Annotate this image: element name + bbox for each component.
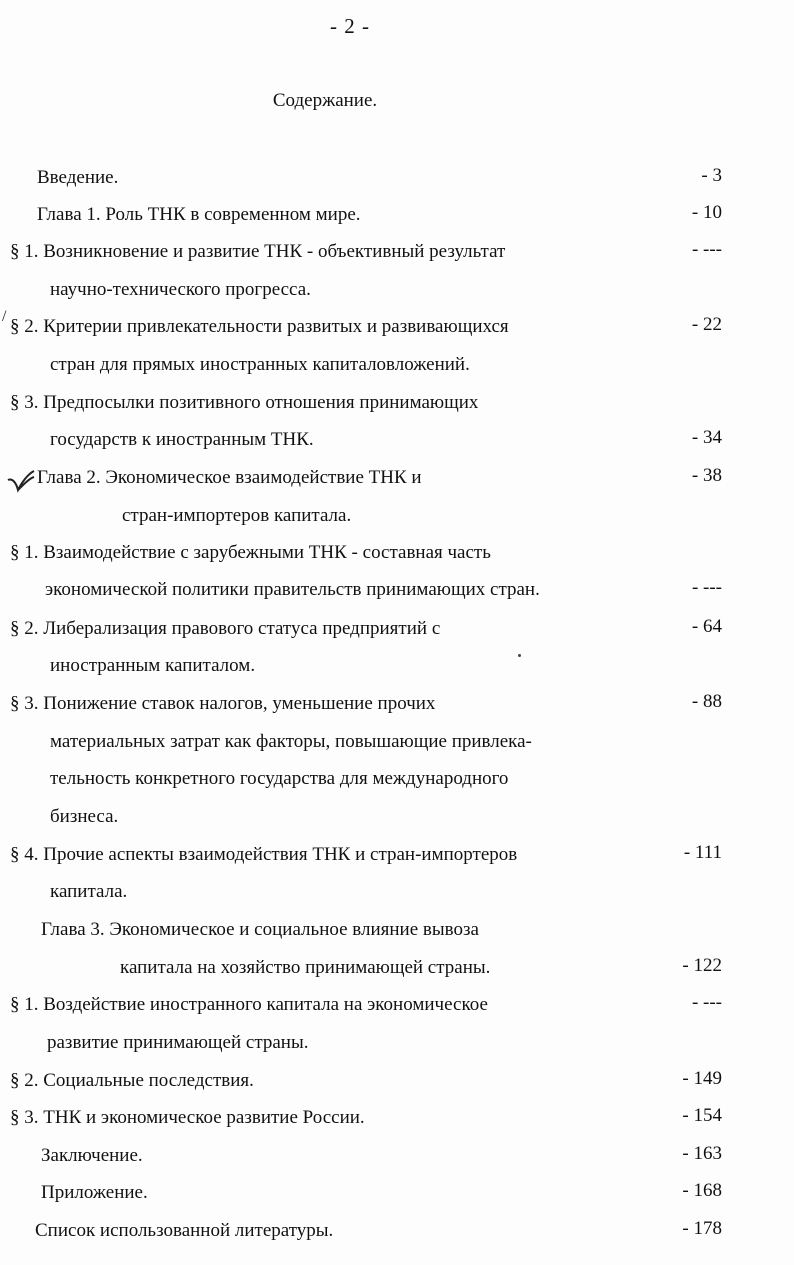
toc-page-bibliography: - 178 (682, 1218, 722, 1239)
toc-page-ch1-s3: - 34 (691, 427, 722, 448)
toc-entry-ch2-s1: § 1. Взаимодействие с зарубежными ТНК - составная часть (10, 542, 491, 563)
toc-entry-ch3-s1-cont: развитие принимающей страны. (47, 1032, 309, 1053)
toc-entry-chapter-3: Глава 3. Экономическое и социальное влияние вывоза (41, 919, 479, 940)
toc-entry-ch1-s3: § 3. Предпосылки позитивного отношения принимающих (10, 392, 479, 413)
toc-entry-ch2-s3-cont-1: материальных затрат как факторы, повышающие привлека- (50, 731, 532, 752)
page-number: - 2 - (330, 14, 370, 38)
toc-entry-bibliography: Список использованной литературы. (35, 1220, 334, 1241)
page-title: Содержание. (272, 90, 378, 111)
toc-entry-ch2-s1-cont: экономической политики правительств принимающих стран. (45, 579, 540, 600)
toc-entry-ch1-s1: § 1. Возникновение и развитие ТНК - объективный результат (10, 241, 506, 262)
toc-page-conclusion: - 163 (682, 1143, 722, 1164)
toc-entry-ch3-s2: § 2. Социальные последствия. (10, 1070, 254, 1091)
toc-page-ch1-s1: - --- (691, 239, 722, 260)
toc-entry-chapter-2-cont: стран-импортеров капитала. (122, 505, 352, 526)
toc-page-chapter-3: - 122 (682, 955, 722, 976)
toc-entry-ch1-s3-cont: государств к иностранным ТНК. (50, 429, 314, 450)
toc-page-ch3-s1: - --- (691, 992, 722, 1013)
toc-entry-ch1-s2-cont: стран для прямых иностранных капиталовложений. (50, 354, 470, 375)
toc-entry-ch2-s4: § 4. Прочие аспекты взаимодействия ТНК и стран-импортеров (10, 844, 518, 865)
toc-page-ch3-s2: - 149 (682, 1068, 722, 1089)
toc-entry-ch1-s2: § 2. Критерии привлекательности развитых и развивающихся (10, 316, 509, 337)
toc-entry-ch2-s3: § 3. Понижение ставок налогов, уменьшение прочих (10, 693, 436, 714)
toc-entry-ch1-s1-cont: научно-технического прогресса. (50, 279, 311, 300)
toc-page-ch1-s2: - 22 (691, 314, 722, 335)
toc-entry-chapter-3-cont: капитала на хозяйство принимающей страны. (120, 957, 491, 978)
toc-page-chapter-2: - 38 (691, 465, 722, 486)
toc-page-appendix: - 168 (682, 1180, 722, 1201)
toc-entry-conclusion: Заключение. (41, 1145, 143, 1166)
toc-entry-chapter-2: Глава 2. Экономическое взаимодействие ТНК и (37, 467, 422, 488)
toc-entry-appendix: Приложение. (41, 1182, 148, 1203)
toc-entry-ch2-s3-cont-3: бизнеса. (50, 806, 119, 827)
toc-entry-intro: Введение. (37, 167, 119, 188)
toc-entry-chapter-1: Глава 1. Роль ТНК в современном мире. (37, 204, 361, 225)
toc-page-intro: - 3 (701, 165, 722, 186)
toc-page-ch3-s3: - 154 (682, 1105, 722, 1126)
toc-entry-ch3-s1: § 1. Воздействие иностранного капитала на экономическое (10, 994, 488, 1015)
toc-page-ch2-s1: - --- (691, 577, 722, 598)
toc-page-ch2-s4: - 111 (683, 842, 722, 863)
toc-entry-ch2-s2: § 2. Либерализация правового статуса предприятий с (10, 618, 441, 639)
toc-entry-ch2-s4-cont: капитала. (50, 881, 128, 902)
toc-page-chapter-1: - 10 (691, 202, 722, 223)
toc-entry-ch3-s3: § 3. ТНК и экономическое развитие России. (10, 1107, 365, 1128)
toc-page-ch2-s2: - 64 (691, 616, 722, 637)
handwritten-tick-mark: / (2, 308, 7, 325)
toc-entry-ch2-s2-cont: иностранным капиталом. (50, 655, 256, 676)
scan-speck (518, 654, 521, 657)
toc-page-ch2-s3: - 88 (691, 691, 722, 712)
toc-entry-ch2-s3-cont-2: тельность конкретного государства для международного (50, 768, 509, 789)
handwritten-check-mark (6, 468, 36, 494)
